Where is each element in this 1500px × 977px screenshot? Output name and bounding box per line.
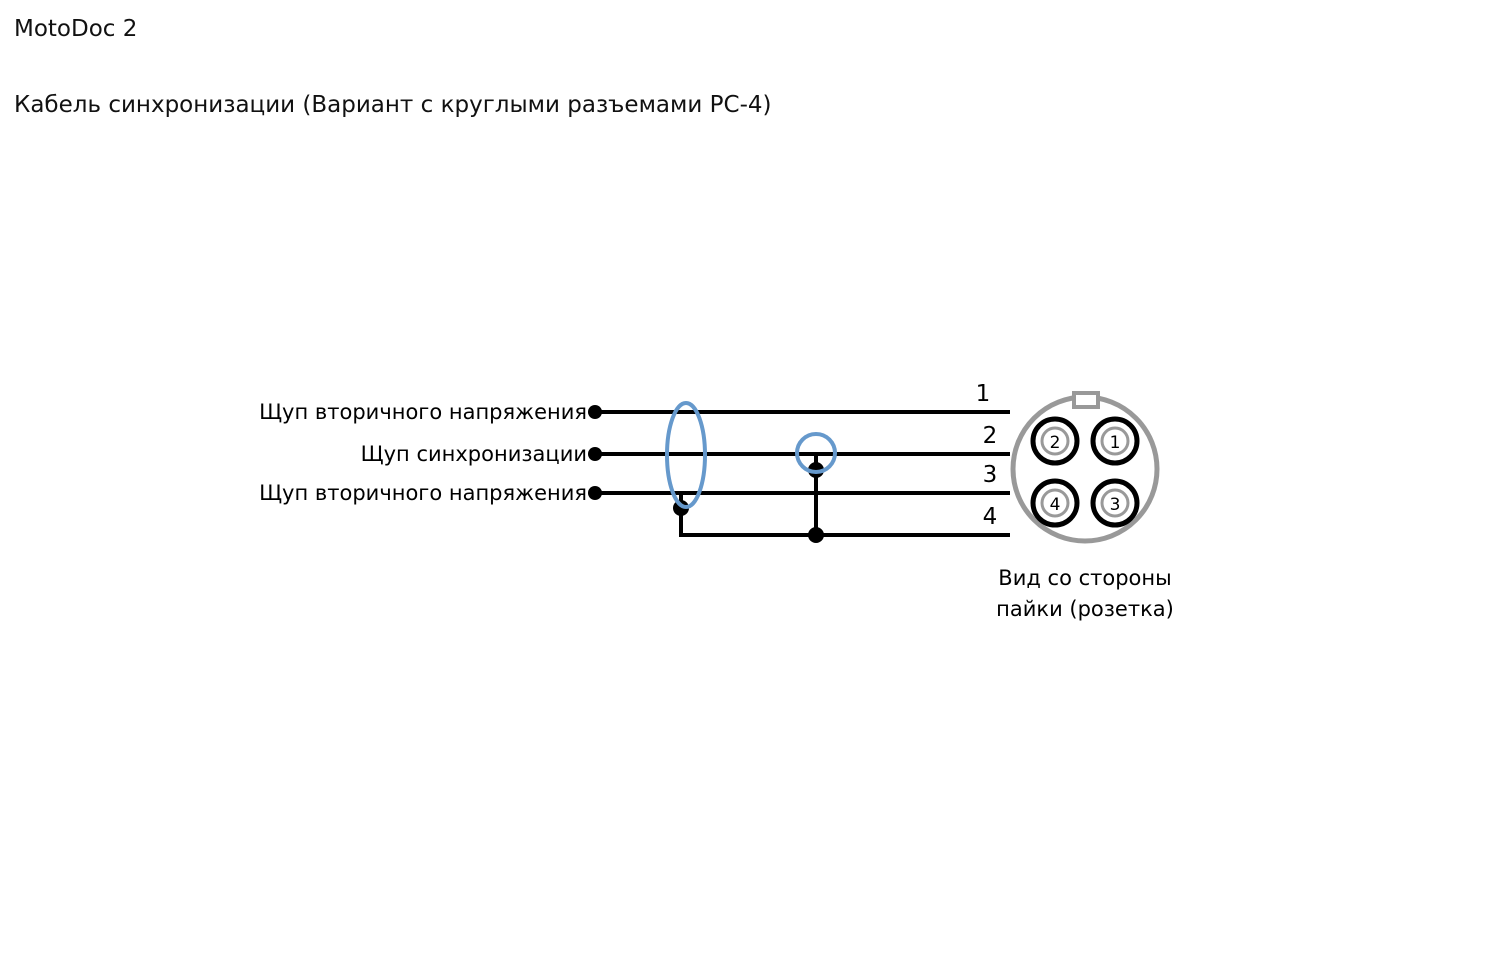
pin-number-4: 4 (982, 504, 998, 530)
connector-keyway (1074, 393, 1098, 407)
wire-row-4 (673, 454, 1010, 543)
connector-caption-line1: Вид со стороны (998, 566, 1172, 590)
pin-number-3: 3 (982, 462, 998, 488)
contact-label-2: 2 (1049, 433, 1061, 453)
contact-label-4: 4 (1049, 495, 1061, 515)
pin-number-2: 2 (982, 423, 998, 449)
pin-number-1: 1 (975, 381, 991, 407)
connector-body (1013, 397, 1157, 541)
wire-label-1: Щуп вторичного напряжения (259, 400, 587, 424)
wire-row-2 (361, 423, 1010, 466)
wire-line-4 (681, 493, 1010, 535)
connector-contact-1 (1093, 419, 1137, 463)
contact-label-3: 3 (1109, 495, 1121, 515)
connector-contact-2 (1033, 419, 1077, 463)
wire-row-1 (259, 381, 1010, 424)
junction-dot-sync-bottom (808, 527, 824, 543)
connector-contact-3 (1093, 481, 1137, 525)
connector-caption-line2: пайки (розетка) (996, 597, 1174, 621)
page-title: MotoDoc 2 (14, 16, 138, 42)
connector-socket (1013, 393, 1157, 541)
wire-row-3 (259, 462, 1010, 505)
wire-label-3: Щуп вторичного напряжения (259, 481, 587, 505)
connector-contact-4 (1033, 481, 1077, 525)
contact-label-1: 1 (1109, 433, 1121, 453)
wire-label-2: Щуп синхронизации (360, 442, 587, 466)
page-subtitle: Кабель синхронизации (Вариант с круглыми разъемами РС-4) (14, 92, 772, 118)
